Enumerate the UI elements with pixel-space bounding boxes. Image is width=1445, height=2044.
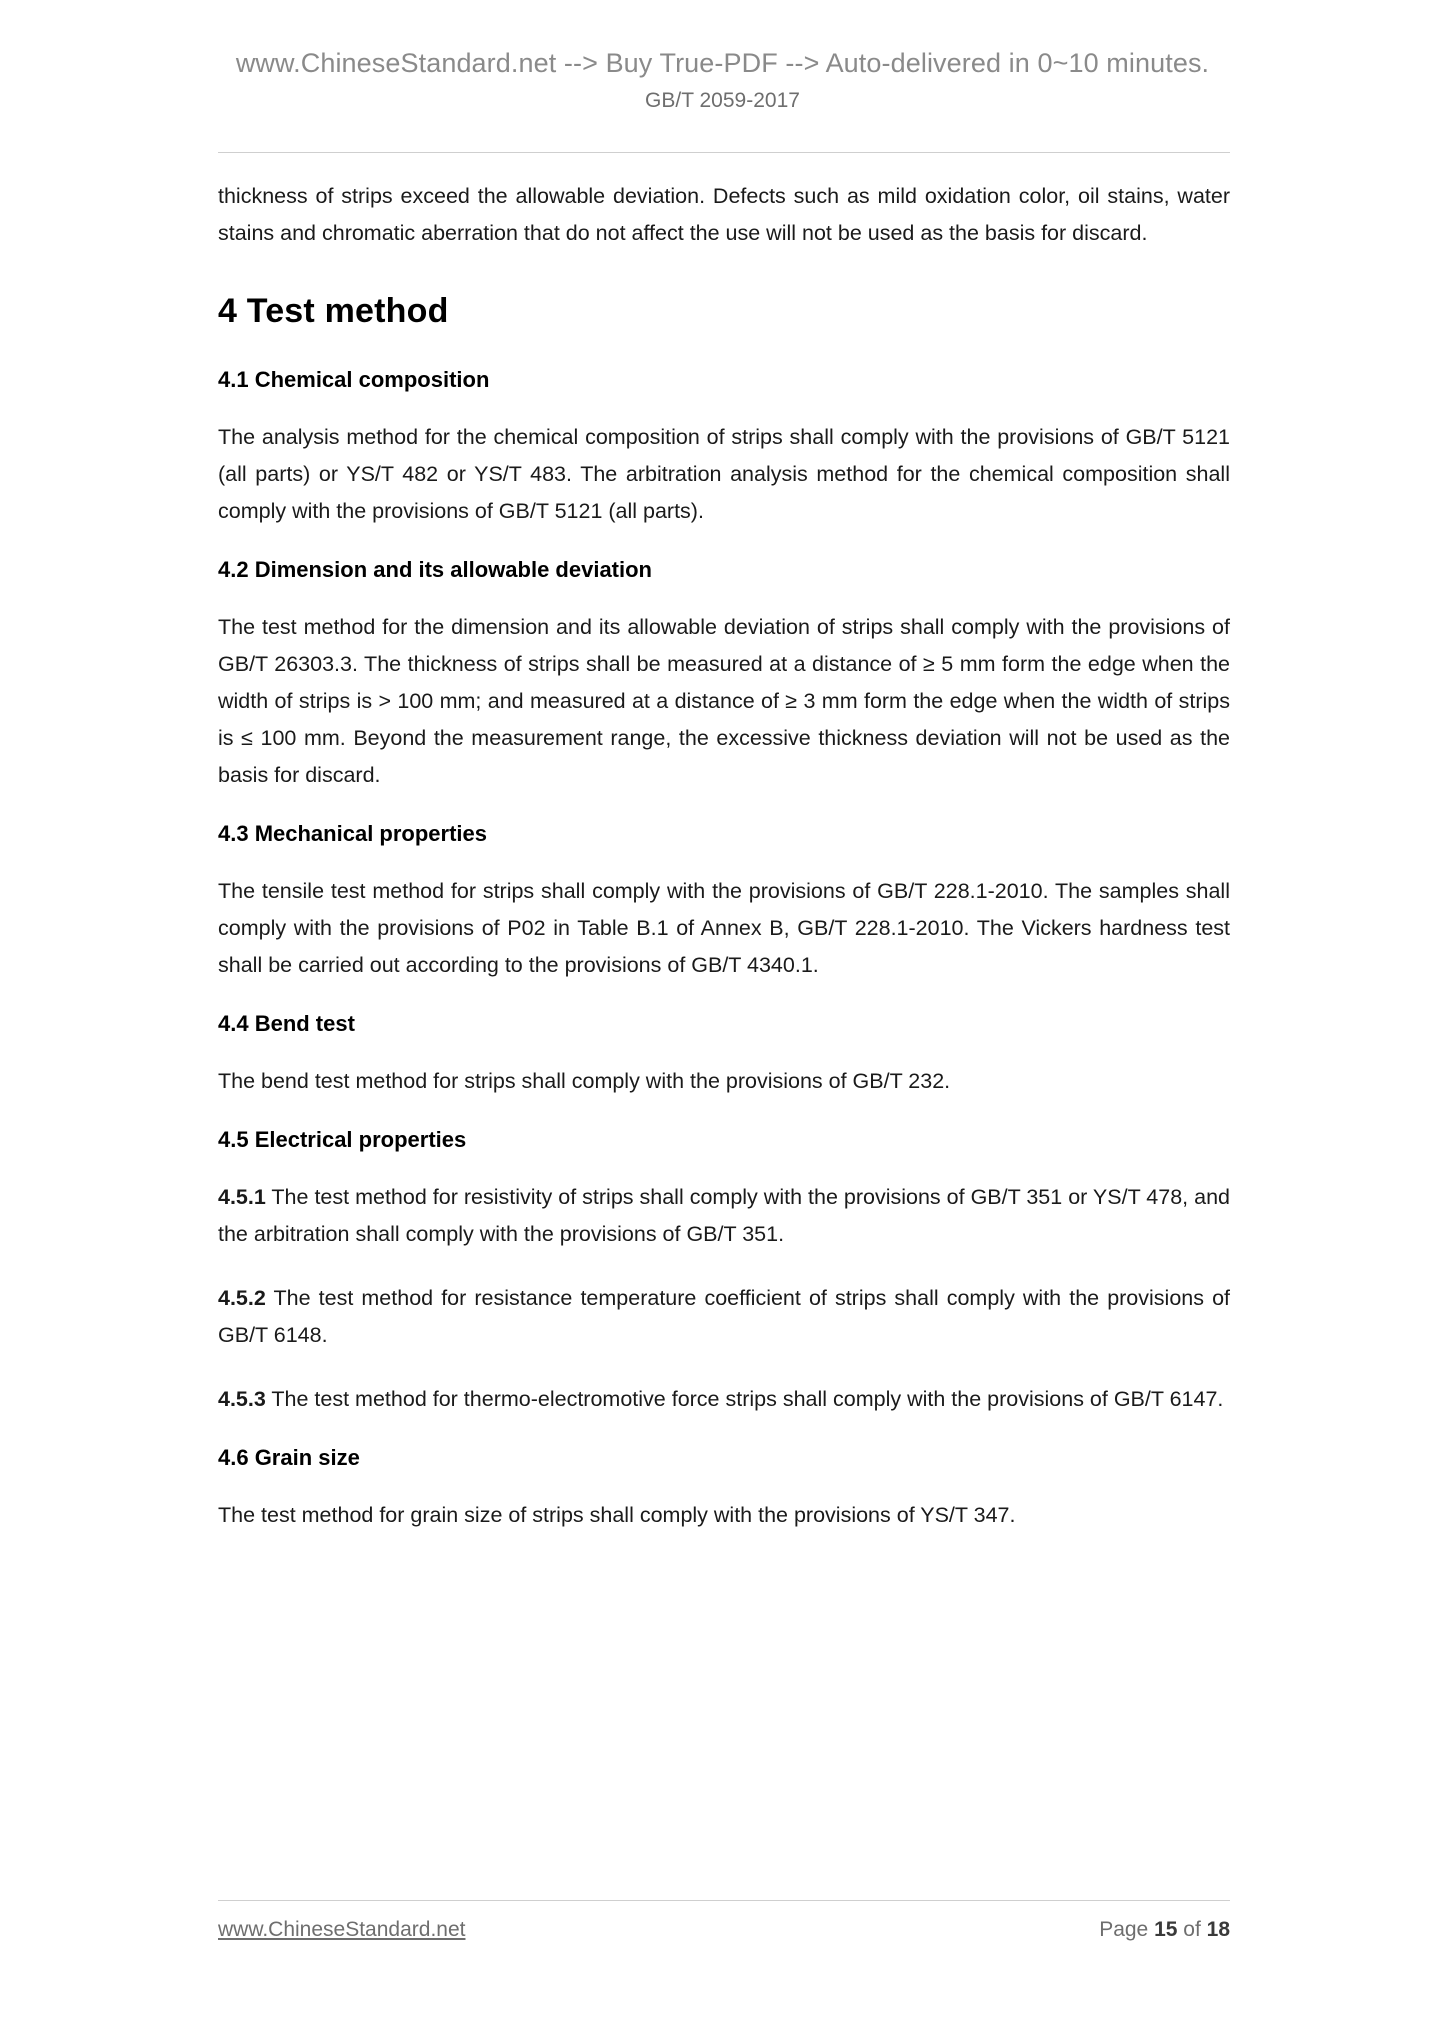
page-label: Page: [1099, 1918, 1149, 1941]
page-header: [0, 48, 1445, 113]
page-total: 18: [1206, 1918, 1230, 1941]
section-heading-4: 4 Test method: [218, 292, 449, 330]
clause-4-5-2: [218, 1280, 1230, 1354]
clause-text-4-5-2: The test method for resistance temperature coefficient of strips shall comply with the provisions of GB/T 6148.: [218, 1286, 1230, 1347]
document-body: [218, 178, 1230, 1561]
page-footer: [218, 1918, 1230, 1942]
clause-4-5-3: [218, 1381, 1230, 1418]
subsection-heading-4-5: 4.5 Electrical properties: [218, 1127, 467, 1152]
clause-text-4-5-1: The test method for resistivity of strips shall comply with the provisions of GB/T 351 or YS/T 478, and the arbitration shall comply with the provisions of GB/T 351.: [218, 1185, 1230, 1246]
subsection-heading-4-1: 4.1 Chemical composition: [218, 367, 490, 392]
header-divider: [218, 152, 1230, 153]
page-indicator: [1099, 1918, 1230, 1942]
clause-text-4-5-3: The test method for thermo-electromotive force strips shall comply with the provisions of GB/T 6147.: [265, 1387, 1224, 1411]
subsection-heading-4-4: 4.4 Bend test: [218, 1011, 355, 1036]
clause-number-4-5-2: 4.5.2: [218, 1286, 266, 1310]
standard-number: GB/T 2059-2017: [645, 89, 800, 112]
clause-number-4-5-3: 4.5.3: [218, 1387, 266, 1411]
subsection-heading-4-3: 4.3 Mechanical properties: [218, 821, 487, 846]
subsection-paragraph-4-2: The test method for the dimension and its allowable deviation of strips shall comply with the provisions of GB/T 26303.3. The thickness of strips shall be measured at a distance of ≥ 5 mm form the edge when the width of strips is > 100 mm; and measured at a distance of ≥ 3 mm form the edge when the width of strips is ≤ 100 mm. Beyond the measurement range, the excessive thickness deviation will not be used as the basis for discard.: [218, 615, 1230, 787]
clause-4-5-1: [218, 1179, 1230, 1253]
footer-site-link[interactable]: www.ChineseStandard.net: [218, 1918, 466, 1941]
subsection-paragraph-4-6: The test method for grain size of strips shall comply with the provisions of YS/T 347.: [218, 1503, 1016, 1527]
subsection-paragraph-4-3: The tensile test method for strips shall comply with the provisions of GB/T 228.1-2010. The samples shall comply with the provisions of P02 in Table B.1 of Annex B, GB/T 228.1-2010. The Vickers hardness test shall be carried out according to the provisions of GB/T 4340.1.: [218, 879, 1230, 977]
promo-banner-text: www.ChineseStandard.net --> Buy True-PDF --> Auto-delivered in 0~10 minutes.: [235, 48, 1210, 78]
subsection-paragraph-4-4: The bend test method for strips shall comply with the provisions of GB/T 232.: [218, 1069, 951, 1093]
page-of-label: of: [1183, 1918, 1201, 1941]
clause-number-4-5-1: 4.5.1: [218, 1185, 266, 1209]
subsection-heading-4-6: 4.6 Grain size: [218, 1445, 360, 1470]
subsection-heading-4-2: 4.2 Dimension and its allowable deviation: [218, 557, 652, 582]
footer-divider: [218, 1900, 1230, 1901]
page-current: 15: [1154, 1918, 1178, 1941]
subsection-paragraph-4-1: The analysis method for the chemical composition of strips shall comply with the provisions of GB/T 5121 (all parts) or YS/T 482 or YS/T 483. The arbitration analysis method for the chemical composition shall comply with the provisions of GB/T 5121 (all parts).: [218, 425, 1230, 523]
intro-paragraph: thickness of strips exceed the allowable deviation. Defects such as mild oxidation color, oil stains, water stains and chromatic aberration that do not affect the use will not be used as the basis for discard.: [218, 184, 1230, 245]
